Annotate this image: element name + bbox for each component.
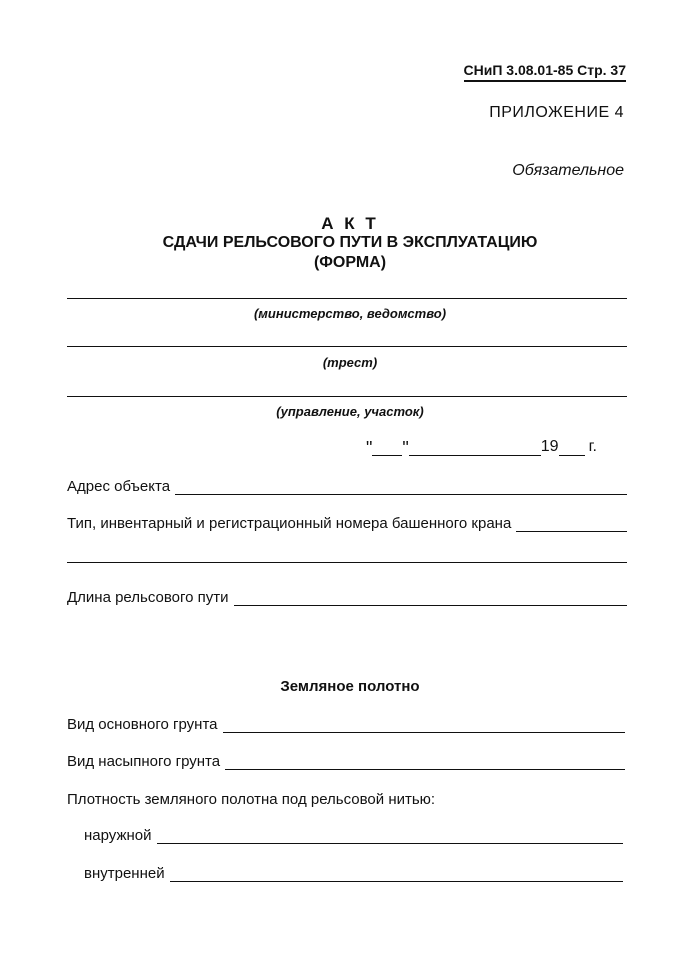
department-caption: (управление, участок) <box>276 404 424 419</box>
track-length-blank <box>234 591 627 606</box>
month-blank <box>409 439 541 456</box>
outer-density-label: наружной <box>84 827 152 844</box>
base-soil-blank <box>223 718 626 733</box>
crane-type-label: Тип, инвентарный и регистрационный номера башенного крана <box>67 515 512 532</box>
mandatory-label: Обязательное <box>512 162 624 179</box>
outer-density-field <box>84 824 623 844</box>
inner-density-label: внутренней <box>84 865 165 882</box>
object-address-label: Адрес объекта <box>67 478 171 495</box>
density-heading <box>67 788 627 808</box>
track-length-field <box>67 586 627 606</box>
document-title-akt: А К Т <box>321 214 379 233</box>
crane-type-continuation-line <box>67 562 627 563</box>
document-title-main: СДАЧИ РЕЛЬСОВОГО ПУТИ В ЭКСПЛУАТАЦИЮ <box>162 234 538 251</box>
outer-density-blank <box>157 829 623 844</box>
object-address-blank <box>175 480 627 495</box>
density-heading-text: Плотность земляного полотна под рельсовой нитью: <box>67 791 436 808</box>
ministry-fill-line <box>67 298 627 299</box>
date-line <box>366 436 628 456</box>
fill-soil-label: Вид насыпного грунта <box>67 753 221 770</box>
fill-soil-field <box>67 750 625 770</box>
appendix-label: ПРИЛОЖЕНИЕ 4 <box>489 104 624 121</box>
trust-caption: (трест) <box>322 355 378 370</box>
base-soil-field <box>67 713 625 733</box>
year-prefix: 19 <box>540 438 559 455</box>
trust-fill-line <box>67 346 627 347</box>
object-address-field <box>67 475 627 495</box>
fill-soil-blank <box>225 755 625 770</box>
department-fill-line <box>67 396 627 397</box>
base-soil-label: Вид основного грунта <box>67 716 218 733</box>
crane-type-field <box>67 512 627 532</box>
standard-reference: СНиП 3.08.01-85 Стр. 37 <box>464 62 626 82</box>
inner-density-blank <box>170 867 623 882</box>
earthwork-section-title: Земляное полотно <box>280 678 420 695</box>
inner-density-field <box>84 862 623 882</box>
year-suffix: г. <box>588 438 597 455</box>
date-quote-open: " <box>366 438 373 458</box>
crane-type-blank <box>516 517 627 532</box>
year-blank <box>559 439 585 456</box>
day-blank <box>372 439 402 456</box>
track-length-label: Длина рельсового пути <box>67 589 229 606</box>
document-title-form: (ФОРМА) <box>313 254 387 271</box>
ministry-caption: (министерство, ведомство) <box>253 306 447 321</box>
date-quote-close: " <box>402 438 409 458</box>
